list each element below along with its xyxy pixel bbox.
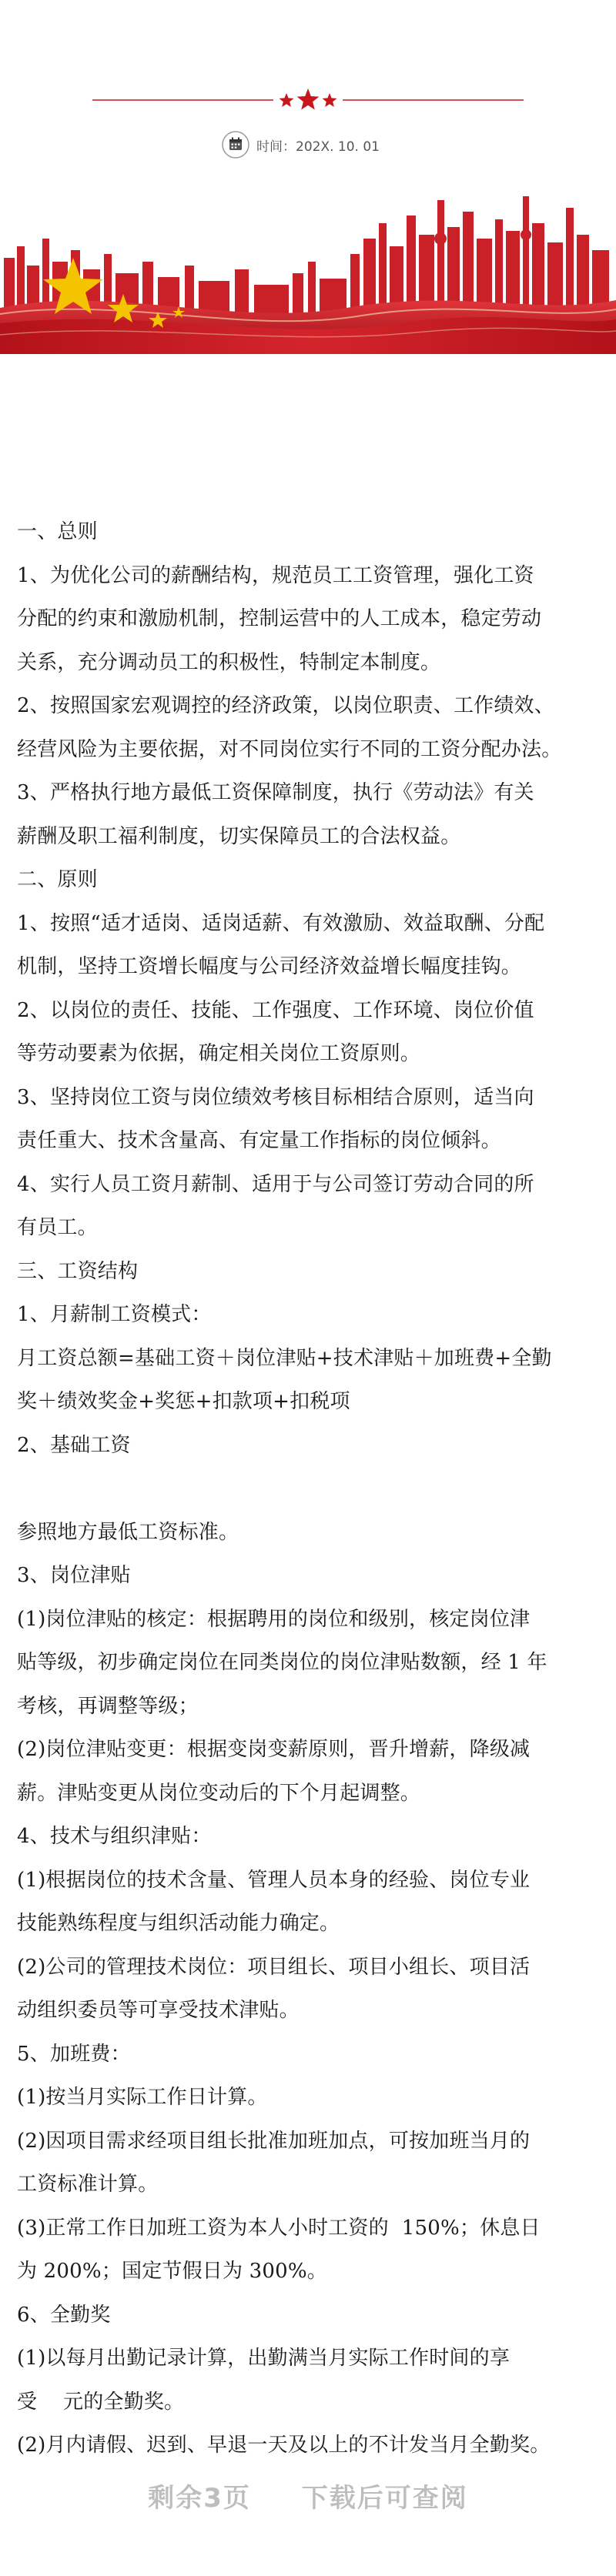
text-line: 奖＋绩效奖金+奖惩+扣款项+扣税项 [17, 1390, 350, 1413]
text-line: 技能熟练程度与组织活动能力确定。 [17, 1912, 340, 1935]
skyline-illustration [0, 192, 616, 354]
text-line: (1)以每月出勤记录计算，出勤满当月实际工作时间的享 [17, 2347, 511, 2370]
date-row [0, 131, 616, 159]
text-line: 2、基础工资 [17, 1433, 131, 1457]
text-line: 机制，坚持工资增长幅度与公司经济效益增长幅度挂钩。 [17, 955, 522, 978]
text-line: 等劳动要素为依据，确定相关岗位工资原则。 [17, 1042, 421, 1065]
text-line: (3)正常工作日加班工资为本人小时工资的 150%；休息日 [17, 2216, 541, 2240]
text-line: 动组织委员等可享受技术津贴。 [17, 1999, 300, 2022]
calendar-icon [222, 131, 249, 159]
download-prompt-link[interactable]: 下载后可查阅 [301, 2483, 468, 2514]
text-line: 一、总则 [17, 520, 98, 543]
remaining-pages-label: 剩余3页 [148, 2483, 251, 2514]
text-line: 3、严格执行地方最低工资保障制度，执行《劳动法》有关 [17, 781, 534, 804]
text-line: 4、实行人员工资月薪制、适用于与公司签订劳动合同的所 [17, 1172, 534, 1196]
text-line: 薪。津贴变更从岗位变动后的下个月起调整。 [17, 1781, 421, 1805]
page-header [0, 0, 616, 354]
text-line: (2)公司的管理技术岗位：项目组长、项目小组长、项目活 [17, 1955, 531, 1979]
text-line: 2、按照国家宏观调控的经济政策，以岗位职责、工作绩效、 [17, 694, 554, 717]
small-star-icon [323, 93, 337, 107]
text-line: 月工资总额=基础工资＋岗位津贴+技术津贴＋加班费+全勤 [17, 1346, 552, 1370]
text-line: 1、按照“适才适岗、适岗适薪、有效激励、效益取酬、分配 [17, 911, 545, 935]
text-line: 二、原则 [17, 868, 98, 891]
text-line: 工资标准计算。 [17, 2173, 159, 2196]
text-line: (2)月内请假、迟到、早退一天及以上的不计发当月全勤奖。 [17, 2434, 551, 2457]
text-line: 责任重大、技术含量高、有定量工作指标的岗位倾斜。 [17, 1129, 501, 1152]
publish-date: 时间：202X. 10. 01 [256, 139, 380, 155]
preview-footer[interactable] [0, 2477, 616, 2523]
text-line: 3、岗位津贴 [17, 1564, 131, 1587]
text-line: 分配的约束和激励机制，控制运营中的人工成本，稳定劳动 [17, 607, 542, 630]
text-line: (2)岗位津贴变更：根据变岗变薪原则，晋升增薪，降级减 [17, 1738, 531, 1761]
red-skyline-banner [0, 192, 616, 354]
text-line: (1)岗位津贴的核定：根据聘用的岗位和级别，核定岗位津 [17, 1607, 531, 1631]
text-line: 参照地方最低工资标准。 [17, 1520, 239, 1544]
text-line: 三、工资结构 [17, 1259, 139, 1283]
text-line: (1)按当月实际工作日计算。 [17, 2086, 268, 2109]
star-divider-graphic [0, 89, 616, 112]
small-star-icon [280, 93, 294, 107]
text-line: 2、以岗位的责任、技能、工作强度、工作环境、岗位价值 [17, 998, 534, 1022]
text-line: 受 元的全勤奖。 [17, 2390, 185, 2414]
text-line: 3、坚持岗位工资与岗位绩效考核目标相结合原则，适当向 [17, 1085, 534, 1109]
text-line: 薪酬及职工福利制度，切实保障员工的合法权益。 [17, 824, 461, 848]
text-line: 关系，充分调动员工的积极性，特制定本制度。 [17, 650, 441, 674]
text-line: (2)因项目需求经项目组长批准加班加点，可按加班当月的 [17, 2129, 531, 2153]
text-line: 贴等级，初步确定岗位在同类岗位的岗位津贴数额，经 1 年 [17, 1651, 547, 1674]
text-line: 考核，再调整等级； [17, 1694, 199, 1718]
text-line: 经营风险为主要依据，对不同岗位实行不同的工资分配办法。 [17, 737, 562, 761]
text-line: 4、技术与组织津贴： [17, 1825, 212, 1848]
text-line: 有员工。 [17, 1216, 98, 1239]
large-star-icon [297, 89, 320, 110]
document-body [17, 510, 599, 2467]
blank-line [17, 1467, 599, 1511]
star-divider [0, 89, 616, 112]
text-line: 1、月薪制工资模式： [17, 1303, 212, 1326]
text-line: 为 200%；国定节假日为 300%。 [17, 2260, 327, 2283]
text-line: 1、为优化公司的薪酬结构，规范员工工资管理，强化工资 [17, 563, 534, 587]
text-line: (1)根据岗位的技术含量、管理人员本身的经验、岗位专业 [17, 1868, 531, 1892]
text-line: 5、加班费： [17, 2042, 131, 2066]
text-line: 6、全勤奖 [17, 2303, 111, 2327]
